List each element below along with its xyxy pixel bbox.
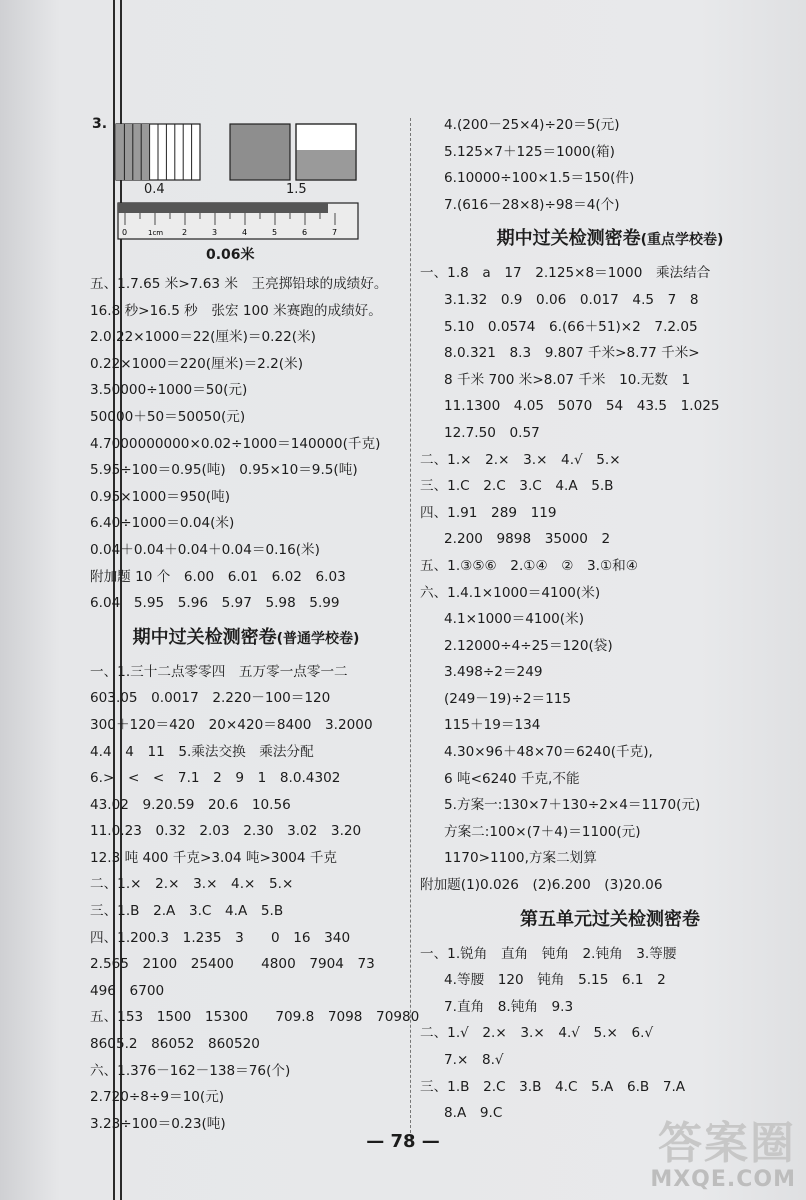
answer-line: 8.0.321 8.3 9.807 千米>8.77 千米> <box>444 345 700 362</box>
answer-line: 6 吨<6240 千克,不能 <box>444 770 580 787</box>
answer-line: (249－19)÷2＝115 <box>444 690 572 707</box>
answer-line: 4.1×1000＝4100(米) <box>444 611 584 628</box>
answer-line: 2.720÷8÷9＝10(元) <box>90 1089 225 1106</box>
answer-line: 4.7000000000×0.02÷1000＝140000(千克) <box>90 435 381 452</box>
ruler-tick-label: 6 <box>302 228 308 237</box>
answer-line: 3.23÷100＝0.23(吨) <box>90 1115 226 1132</box>
watermark-url: MXQE.COM <box>650 1167 796 1192</box>
answer-line: 4.4 4 11 5.乘法交换 乘法分配 <box>90 743 314 760</box>
answer-line: 1170>1100,方案二划算 <box>444 850 597 867</box>
answer-line: 6.10000÷100×1.5＝150(件) <box>444 170 635 187</box>
page-number: — 78 — <box>366 1131 440 1152</box>
answer-line: 5.方案一:130×7＋130÷2×4＝1170(元) <box>444 797 701 814</box>
answer-line: 附加题(1)0.026 (2)6.200 (3)20.06 <box>420 877 663 894</box>
answer-figure <box>100 118 360 248</box>
answer-line: 11.0.23 0.32 2.03 2.30 3.02 3.20 <box>90 823 362 840</box>
answer-line: 2.0.22×1000＝22(厘米)＝0.22(米) <box>90 329 316 346</box>
answer-line: 7.× 8.√ <box>444 1052 504 1068</box>
answer-line: 四、1.200.3 1.235 3 0 16 340 <box>90 929 351 946</box>
answer-line: 8605.2 86052 860520 <box>90 1036 260 1053</box>
answer-line: 8.A 9.C <box>444 1105 503 1122</box>
answer-line: 11.1300 4.05 5070 54 43.5 1.025 <box>444 398 720 415</box>
section-subtitle: (普通学校卷) <box>276 630 360 647</box>
answer-line: 300＋120＝420 20×420＝8400 3.2000 <box>90 716 373 733</box>
half-square <box>296 124 356 180</box>
answer-line: 2.12000÷4÷25＝120(袋) <box>444 637 613 654</box>
answer-line: 6.04 5.95 5.96 5.97 5.98 5.99 <box>90 595 340 612</box>
section-title <box>90 617 402 659</box>
answer-line: 3.498÷2＝249 <box>444 664 543 681</box>
answer-line: 8 千米 700 米>8.07 千米 10.无数 1 <box>444 371 691 388</box>
section-subtitle: (重点学校卷) <box>640 232 724 249</box>
answer-line: 三、1.B 2.C 3.B 4.C 5.A 6.B 7.A <box>420 1078 686 1095</box>
answer-line: 五、1.7.65 米>7.63 米 王亮掷铅球的成绩好。 <box>90 276 388 292</box>
answer-line: 一、1.8 a 17 2.125×8＝1000 乘法结合 <box>420 265 711 282</box>
answer-line: 4.(200－25×4)÷20＝5(元) <box>444 117 620 133</box>
ruler-tick-label: 1cm <box>148 229 164 237</box>
answer-line: 二、1.√ 2.× 3.× 4.√ 5.× 6.√ <box>420 1025 654 1042</box>
answer-line: 4.等腰 120 钝角 5.15 6.1 2 <box>444 972 666 989</box>
answer-line: 方案二:100×(7＋4)＝1100(元) <box>444 823 641 840</box>
ruler-tick-label: 0 <box>122 228 128 237</box>
answer-line: 6.40÷1000＝0.04(米) <box>90 515 235 532</box>
answer-line: 50000＋50＝50050(元) <box>90 408 246 425</box>
ruler-tick-label: 5 <box>272 228 278 237</box>
answer-line: 3.50000÷1000＝50(元) <box>90 382 248 399</box>
section-title-text: 期中过关检测密卷 <box>496 228 641 250</box>
ruler-tick-label: 7 <box>332 228 338 237</box>
answer-line: 115＋19＝134 <box>444 717 541 734</box>
watermark <box>650 1118 796 1192</box>
answer-line: 4.30×96＋48×70＝6240(千克), <box>444 744 653 761</box>
ruler-tick-label: 2 <box>182 228 188 237</box>
answer-line: 六、1.376－162－138＝76(个) <box>90 1062 291 1079</box>
answer-line: 一、1.锐角 直角 钝角 2.钝角 3.等腰 <box>420 945 677 962</box>
answer-line: 3.1.32 0.9 0.06 0.017 4.5 7 8 <box>444 291 699 308</box>
answer-line: 五、1.③⑤⑥ 2.①④ ② 3.①和④ <box>420 557 638 574</box>
right-column <box>420 112 800 1127</box>
watermark-logo: 答案圈 <box>658 1118 796 1169</box>
answer-line: 0.22×1000＝220(厘米)＝2.2(米) <box>90 355 303 372</box>
answer-line: 附加题 10 个 6.00 6.01 6.02 6.03 <box>90 568 346 585</box>
full-square <box>230 124 290 180</box>
ruler-tick-label: 4 <box>242 228 248 237</box>
answer-line: 一、1.三十二点零零四 五万零一点零一二 <box>90 663 348 680</box>
section-title-text: 第五单元过关检测密卷 <box>520 908 700 930</box>
answer-line: 43.02 9.20.59 20.6 10.56 <box>90 796 291 813</box>
answer-line: 二、1.× 2.× 3.× 4.× 5.× <box>90 876 294 893</box>
answer-line: 三、1.C 2.C 3.C 4.A 5.B <box>420 478 614 495</box>
answer-line: 6.> < < 7.1 2 9 1 8.0.4302 <box>90 770 341 787</box>
answer-line: 12.7.50 0.57 <box>444 424 540 441</box>
answer-line: 2.565 2100 25400 4800 7904 73 <box>90 956 375 973</box>
answer-line: 三、1.B 2.A 3.C 4.A 5.B <box>90 903 284 920</box>
answer-line: 0.04＋0.04＋0.04＋0.04＝0.16(米) <box>90 541 320 558</box>
figure-value: 0.4 <box>144 182 165 197</box>
answer-line: 四、1.91 289 119 <box>420 504 557 521</box>
answer-line: 5.125×7＋125＝1000(箱) <box>444 143 615 160</box>
section-title <box>420 899 800 941</box>
answer-line: 7.(616－28×8)÷98＝4(个) <box>444 196 620 213</box>
figure-value: 1.5 <box>286 182 307 197</box>
answer-line: 12.3 吨 400 千克>3.04 吨>3004 千克 <box>90 849 338 866</box>
section-title-text: 期中过关检测密卷 <box>132 626 277 648</box>
figure-label: 3. <box>92 116 108 132</box>
ruler-tick-label: 3 <box>212 228 218 237</box>
answer-line: 二、1.× 2.× 3.× 4.√ 5.× <box>420 451 621 468</box>
answer-line: 五、153 1500 15300 709.8 7098 70980 <box>90 1009 420 1026</box>
decimal-bar-grid <box>116 124 200 180</box>
answer-line: 5.10 0.0574 6.(66＋51)×2 7.2.05 <box>444 318 698 335</box>
answer-line: 2.200 9898 35000 2 <box>444 531 611 548</box>
answer-line: 496 6700 <box>90 982 165 999</box>
answer-line: 7.直角 8.钝角 9.3 <box>444 998 574 1015</box>
answer-line: 5.95÷100＝0.95(吨) 0.95×10＝9.5(吨) <box>90 462 358 479</box>
answer-line: 六、1.4.1×1000＝4100(米) <box>420 584 601 601</box>
column-divider <box>410 118 411 1138</box>
answer-line: 603.05 0.0017 2.220－100＝120 <box>90 690 331 707</box>
answer-line: 16.8 秒>16.5 秒 张宏 100 米赛跑的成绩好。 <box>90 302 382 319</box>
left-column <box>90 271 420 1137</box>
answer-line: 0.95×1000＝950(吨) <box>90 488 230 505</box>
section-title <box>420 218 800 260</box>
ruler <box>118 203 358 239</box>
page-number-value: 78 <box>390 1131 416 1152</box>
figure-value: 0.06米 <box>206 247 255 263</box>
